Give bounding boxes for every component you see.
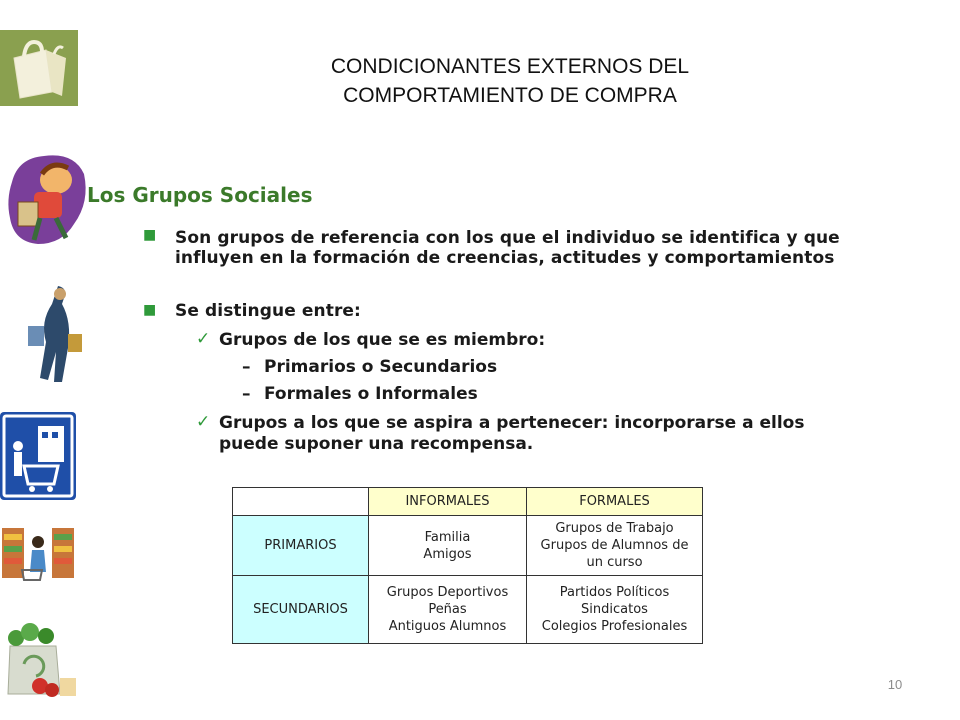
bullet-square-icon: ■ — [143, 302, 157, 318]
cell-line: Peñas — [428, 602, 467, 617]
cell-line: Colegios Profesionales — [541, 619, 688, 634]
table-cell — [527, 576, 703, 644]
walking-figure-icon — [22, 282, 86, 388]
grocery-bag-icon — [2, 620, 78, 698]
slide-title — [250, 52, 770, 110]
cell-line: Amigos — [423, 546, 472, 562]
supermarket-sign-icon — [0, 412, 76, 500]
section-title: Los Grupos Sociales — [87, 183, 313, 207]
bullet-square-icon: ■ — [143, 227, 157, 243]
table-corner-cell — [233, 488, 369, 516]
dash-marker: – — [242, 384, 251, 404]
shopping-bag-icon — [0, 30, 78, 106]
column-header-formales: FORMALES — [527, 488, 703, 516]
table-cell — [527, 516, 703, 576]
store-aisle-icon — [2, 522, 74, 584]
cell-line: Partidos Políticos — [559, 585, 670, 600]
cell-line: Grupos de Alumnos de — [540, 538, 689, 553]
cell-line: Familia — [424, 529, 471, 545]
column-header-informales: INFORMALES — [369, 488, 527, 516]
cell-line: Sindicatos — [581, 602, 648, 617]
cell-line: Antiguos Alumnos — [388, 619, 507, 634]
checkmark-icon: ✓ — [196, 412, 211, 432]
sub-item: Primarios o Secundarios — [264, 357, 498, 377]
shopper-cartoon-icon — [4, 152, 90, 248]
cell-line: Grupos de Trabajo — [555, 521, 674, 536]
group-classification-table — [232, 487, 703, 644]
table-cell — [369, 516, 527, 576]
check-item: Grupos de los que se es miembro: — [219, 330, 546, 350]
sub-item: Formales o Informales — [264, 384, 478, 404]
bullet-item: Se distingue entre: — [175, 301, 361, 321]
page-number: 10 — [887, 677, 903, 692]
cell-line: Grupos Deportivos — [386, 585, 509, 600]
title-line-1: CONDICIONANTES EXTERNOS DEL — [330, 55, 690, 78]
dash-marker: – — [242, 357, 251, 377]
table-cell — [369, 576, 527, 644]
row-header-secundarios: SECUNDARIOS — [233, 576, 369, 644]
row-header-primarios: PRIMARIOS — [233, 516, 369, 576]
checkmark-icon: ✓ — [196, 329, 211, 349]
check-item: Grupos a los que se aspira a pertenecer: incorporarse a ellos puede suponer una recompensa. — [219, 413, 805, 454]
cell-line: un curso — [586, 555, 643, 570]
title-line-2: COMPORTAMIENTO DE COMPRA — [343, 84, 677, 107]
bullet-item: Son grupos de referencia con los que el individuo se identifica y que influyen en la formación de creencias, actitudes y comportamientos — [175, 228, 840, 268]
